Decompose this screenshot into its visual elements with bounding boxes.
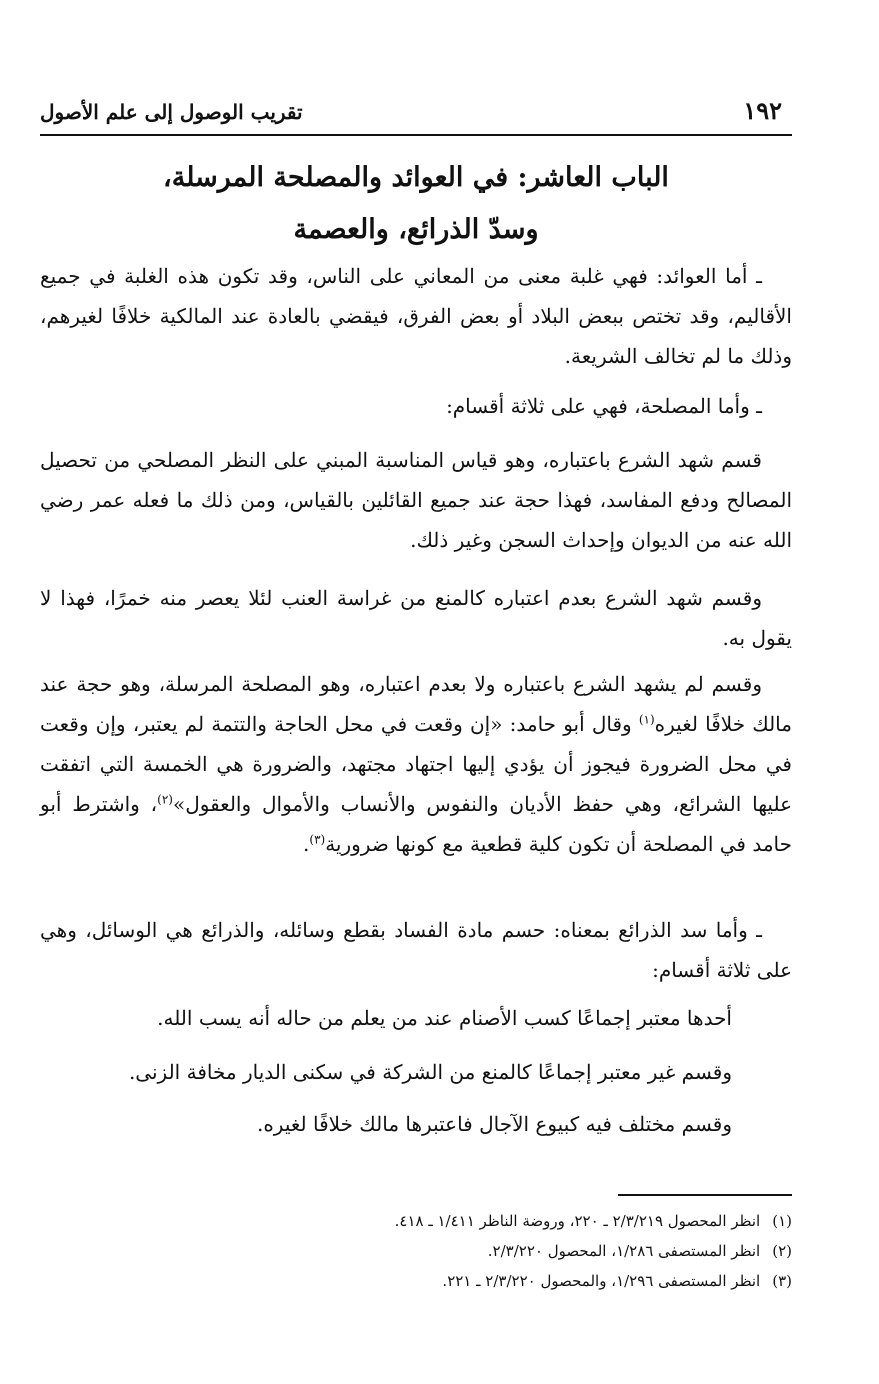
footnote-number: (١): [772, 1212, 792, 1230]
paragraph-dharai-intro: ـ وأما سد الذرائع بمعناه: حسم مادة الفساد بقطع وسائله، والذرائع هي الوسائل، وهي على ثلاثة أقسام:: [40, 918, 792, 982]
chapter-title: [40, 152, 792, 256]
footnote-3: [40, 1268, 792, 1294]
footnote-rule: [618, 1194, 792, 1196]
page-number: ١٩٢: [743, 96, 782, 125]
footnote-1: [40, 1208, 792, 1234]
footnote-number: (٢): [772, 1242, 792, 1260]
paragraph-maslaha-type-3: [40, 664, 792, 864]
paragraph-maslaha-type-1: قسم شهد الشرع باعتباره، وهو قياس المناسبة المبني على النظر المصلحي من تحصيل المصالح ودفع المفاسد، فهذا حجة عند جميع القائلين بالقياس، ومن ذلك ما فعله عمر رضي الله عنه من الديوان وإحداث السجن وغير ذلك.: [40, 448, 792, 552]
chapter-title-line-1: الباب العاشر: في العوائد والمصلحة المرسلة،: [163, 162, 669, 193]
book-page: [40, 0, 792, 1384]
paragraph-text: .: [303, 832, 310, 856]
paragraph-dharai-type-3: وقسم مختلف فيه كبيوع الآجال فاعتبرها مالك خلافًا لغيره.: [256, 1112, 732, 1136]
paragraph-dharai-type-1: أحدها معتبر إجماعًا كسب الأصنام عند من يعلم من حاله أنه يسب الله.: [157, 1006, 732, 1030]
footnote-text: انظر المحصول ٢/٣/٢١٩ ـ ٢٢٠، وروضة الناظر ١/٤١١ ـ ٤١٨.: [394, 1212, 761, 1230]
footnote-ref-2[interactable]: (٢): [157, 792, 173, 807]
footnote-text: انظر المستصفى ١/٢٨٦، المحصول ٢/٣/٢٢٠.: [487, 1242, 761, 1260]
paragraph-maslaha-intro: ـ وأما المصلحة، فهي على ثلاثة أقسام:: [446, 394, 762, 418]
paragraph-customs: ـ أما العوائد: فهي غلبة معنى من المعاني على الناس، وقد تكون هذه الغلبة في جميع الأقاليم، وقد تختص ببعض البلاد أو بعض الفرق، فيقضي بالعادة عند المالكية خلافًا لغيرهم، وذلك ما لم تخالف الشريعة.: [40, 264, 792, 368]
paragraph-text: وقسم لم يشهد الشرع باعتباره ولا بعدم اعتباره، وهو المصلحة المرسلة، وهو حجة عند مالك خلافًا لغيره: [40, 672, 792, 736]
footnote-ref-1[interactable]: (١): [638, 712, 655, 727]
running-title: تقريب الوصول إلى علم الأصول: [40, 100, 303, 124]
footnote-ref-3[interactable]: (٣): [309, 832, 326, 847]
paragraph-text: وقال أبو حامد: «إن وقعت في محل الحاجة والتتمة لم يعتبر، وإن وقعت في محل الضرورة فيجوز أن يؤدي إليها اجتهاد مجتهد، والضرورة هي الخمسة التي اتفقت عليها الشرائع، وهي حفظ الأديان والنفوس والأنساب والأموال والعقول»: [40, 712, 792, 816]
chapter-title-line-2: وسدّ الذرائع، والعصمة: [293, 214, 539, 245]
footnote-number: (٣): [772, 1272, 792, 1290]
paragraph-dharai-type-2: وقسم غير معتبر إجماعًا كالمنع من الشركة في سكنى الديار مخافة الزنى.: [128, 1060, 732, 1084]
footnote-2: [40, 1238, 792, 1264]
footnote-text: انظر المستصفى ١/٢٩٦، والمحصول ٢/٣/٢٢٠ ـ ٢٢١.: [442, 1272, 761, 1290]
paragraph-text: ، واشترط أبو حامد في المصلحة أن تكون كلية قطعية مع كونها ضرورية: [40, 792, 792, 856]
page-header: [40, 96, 792, 136]
paragraph-maslaha-type-2: وقسم شهد الشرع بعدم اعتباره كالمنع من غراسة العنب لئلا يعصر منه خمرًا، فهذا لا يقول به.: [40, 586, 792, 650]
header-rule: [40, 134, 792, 136]
